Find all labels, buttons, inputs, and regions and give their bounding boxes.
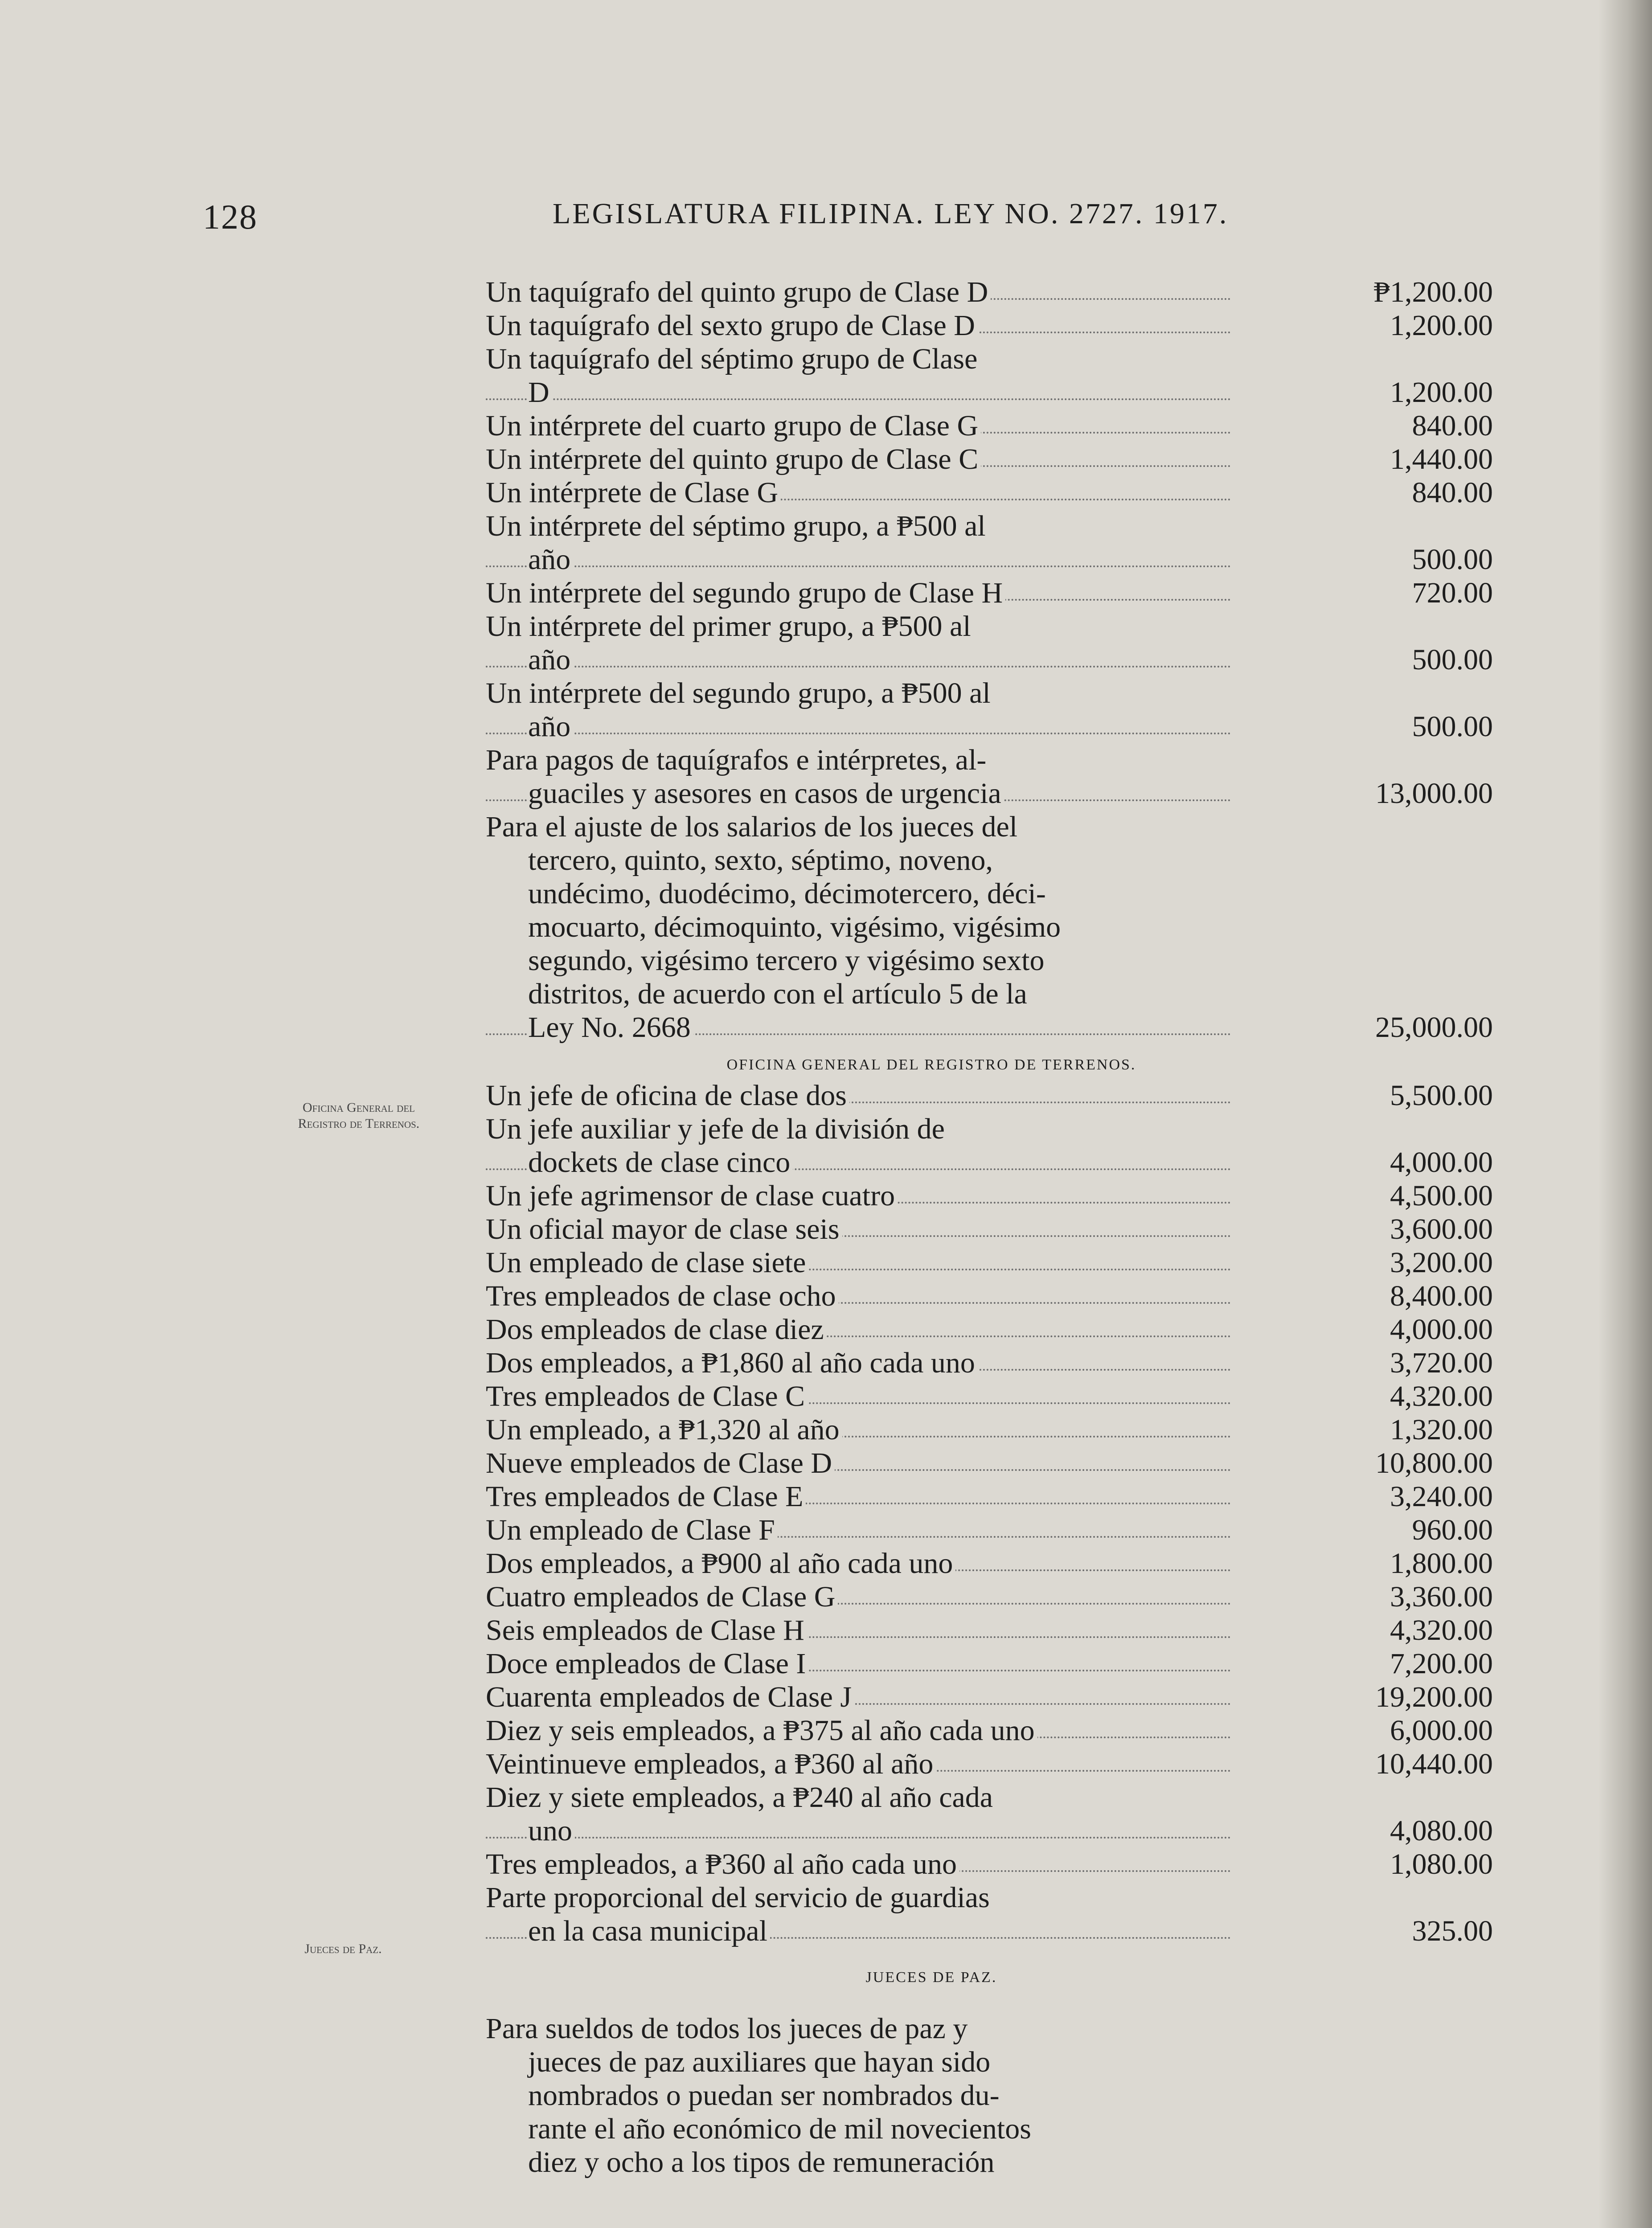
row-label: Ley No. 2668 xyxy=(528,1011,693,1044)
row-label: Un jefe de oficina de clase dos xyxy=(486,1079,849,1112)
running-title: LEGISLATURA FILIPINA. LEY NO. 2727. 1917. xyxy=(553,197,1229,230)
row-label: Un empleado de clase siete xyxy=(486,1246,808,1279)
row-line xyxy=(486,1914,1239,1948)
main-content xyxy=(486,275,1493,2179)
row-label: Cuarenta empleados de Clase J xyxy=(486,1681,854,1713)
appropriation-row xyxy=(486,1747,1493,1781)
row-amount: 500.00 xyxy=(1412,710,1493,743)
margin-note-line: Oficina General del xyxy=(303,1100,415,1115)
row-line: Un jefe auxiliar y jefe de la división de xyxy=(486,1113,945,1145)
row-amount: 8,400.00 xyxy=(1390,1280,1493,1312)
appropriation-row xyxy=(486,309,1493,342)
row-description xyxy=(486,1847,1239,1881)
appropriation-row xyxy=(486,810,1493,1044)
row-line: tercero, quinto, sexto, séptimo, noveno, xyxy=(528,844,993,876)
appropriation-row xyxy=(486,610,1493,676)
row-amount: 3,720.00 xyxy=(1390,1347,1493,1379)
appropriation-row xyxy=(486,1580,1493,1614)
row-amount: 960.00 xyxy=(1412,1514,1493,1546)
row-line: mocuarto, décimoquinto, vigésimo, vigésimo xyxy=(528,911,1061,943)
paragraph-line: rante el año económico de mil novecientos xyxy=(528,2113,1031,2145)
row-label: Nueve empleados de Clase D xyxy=(486,1447,835,1479)
row-amount: 4,000.00 xyxy=(1390,1313,1493,1346)
appropriation-row xyxy=(486,476,1493,509)
appropriation-row xyxy=(486,1079,1493,1112)
row-label: año xyxy=(528,710,573,743)
row-label: Dos empleados de clase diez xyxy=(486,1313,827,1346)
appropriation-row xyxy=(486,1881,1493,1948)
appropriation-row xyxy=(486,1547,1493,1580)
row-description xyxy=(486,1714,1239,1747)
appropriation-row xyxy=(486,342,1493,409)
appropriation-row xyxy=(486,1647,1493,1680)
row-description xyxy=(486,1881,1239,1948)
row-line: Un taquígrafo del séptimo grupo de Clase xyxy=(486,343,978,375)
row-label: uno xyxy=(528,1814,575,1847)
appropriation-row xyxy=(486,676,1493,743)
appropriation-list-a xyxy=(486,275,1493,1044)
row-line: distritos, de acuerdo con el artículo 5 de la xyxy=(528,978,1027,1010)
row-description xyxy=(486,476,1239,509)
margin-note-registro xyxy=(243,1100,475,1132)
row-line xyxy=(486,1011,1239,1044)
row-description xyxy=(486,1781,1239,1847)
row-amount: 1,800.00 xyxy=(1390,1547,1493,1580)
row-description xyxy=(486,1246,1239,1279)
row-label: Tres empleados de Clase E xyxy=(486,1480,806,1513)
appropriation-row xyxy=(486,1714,1493,1747)
paragraph-line: diez y ocho a los tipos de remuneración xyxy=(528,2146,995,2179)
row-line xyxy=(486,376,1239,409)
row-description xyxy=(486,509,1239,576)
row-amount: 840.00 xyxy=(1412,476,1493,509)
row-amount: 3,360.00 xyxy=(1390,1581,1493,1613)
leader-dots xyxy=(486,666,1231,668)
jueces-paragraph xyxy=(486,2012,1234,2179)
appropriation-row xyxy=(486,1781,1493,1847)
appropriation-row xyxy=(486,1513,1493,1547)
row-label: Un intérprete de Clase G xyxy=(486,476,781,509)
appropriation-row xyxy=(486,1413,1493,1446)
row-label: año xyxy=(528,643,573,676)
row-amount: 500.00 xyxy=(1412,643,1493,676)
row-line: Para el ajuste de los salarios de los jueces del xyxy=(486,811,1018,843)
appropriation-row xyxy=(486,1279,1493,1313)
row-line: Un intérprete del primer grupo, a ₱500 al xyxy=(486,610,971,643)
row-line: segundo, vigésimo tercero y vigésimo sexto xyxy=(528,944,1045,977)
row-description xyxy=(486,1680,1239,1714)
row-description xyxy=(486,275,1239,309)
row-amount: 500.00 xyxy=(1412,543,1493,576)
row-label: Tres empleados de clase ocho xyxy=(486,1280,839,1312)
row-description xyxy=(486,1112,1239,1179)
row-label: dockets de clase cinco xyxy=(528,1146,793,1179)
row-amount: 6,000.00 xyxy=(1390,1714,1493,1747)
row-label: Tres empleados, a ₱360 al año cada uno xyxy=(486,1848,959,1880)
paragraph-line: jueces de paz auxiliares que hayan sido xyxy=(528,2046,991,2078)
appropriation-row xyxy=(486,743,1493,810)
row-amount: 4,320.00 xyxy=(1390,1380,1493,1413)
row-label: Un empleado, a ₱1,320 al año xyxy=(486,1413,842,1446)
row-description xyxy=(486,1346,1239,1380)
row-label: Seis empleados de Clase H xyxy=(486,1614,807,1646)
row-line xyxy=(486,1146,1239,1179)
row-line xyxy=(486,1814,1239,1847)
appropriation-row xyxy=(486,1847,1493,1881)
row-description xyxy=(486,1313,1239,1346)
row-description xyxy=(486,576,1239,610)
row-description xyxy=(486,1747,1239,1781)
row-line xyxy=(486,777,1239,810)
row-label: guaciles y asesores en casos de urgencia xyxy=(528,777,1004,810)
appropriation-row xyxy=(486,1212,1493,1246)
row-amount: 325.00 xyxy=(1412,1915,1493,1947)
row-line: Diez y siete empleados, a ₱240 al año cada xyxy=(486,1781,993,1814)
row-description xyxy=(486,610,1239,676)
row-amount: 720.00 xyxy=(1412,577,1493,609)
leader-dots xyxy=(486,565,1231,567)
appropriation-row xyxy=(486,1480,1493,1513)
row-label: Un intérprete del segundo grupo de Clase H xyxy=(486,577,1005,609)
appropriation-row xyxy=(486,1112,1493,1179)
leader-dots xyxy=(486,733,1231,734)
row-description xyxy=(486,676,1239,743)
row-description xyxy=(486,1513,1239,1547)
row-label: Un intérprete del cuarto grupo de Clase G xyxy=(486,410,981,442)
row-description xyxy=(486,1212,1239,1246)
row-amount: 10,440.00 xyxy=(1375,1748,1493,1780)
appropriation-row xyxy=(486,275,1493,309)
row-description xyxy=(486,810,1239,1044)
row-amount: 25,000.00 xyxy=(1375,1011,1493,1044)
appropriation-row xyxy=(486,409,1493,442)
row-amount: ₱1,200.00 xyxy=(1373,276,1493,308)
row-amount: 5,500.00 xyxy=(1390,1079,1493,1112)
appropriation-row xyxy=(486,1614,1493,1647)
row-description xyxy=(486,409,1239,442)
row-line xyxy=(486,710,1239,743)
row-description xyxy=(486,1614,1239,1647)
row-amount: 3,600.00 xyxy=(1390,1213,1493,1245)
row-description xyxy=(486,1480,1239,1513)
row-line: undécimo, duodécimo, décimotercero, déci- xyxy=(528,877,1046,910)
row-amount: 4,000.00 xyxy=(1390,1146,1493,1179)
row-label: Un jefe agrimensor de clase cuatro xyxy=(486,1180,898,1212)
row-description xyxy=(486,1647,1239,1680)
row-description xyxy=(486,309,1239,342)
margin-note-jueces: Jueces de Paz. xyxy=(304,1941,382,1956)
row-amount: 4,500.00 xyxy=(1390,1180,1493,1212)
appropriation-row xyxy=(486,1246,1493,1279)
row-amount: 1,200.00 xyxy=(1390,309,1493,342)
appropriation-row xyxy=(486,442,1493,476)
row-line: Un intérprete del séptimo grupo, a ₱500 al xyxy=(486,510,986,542)
row-label: Doce empleados de Clase I xyxy=(486,1647,808,1680)
row-amount: 3,200.00 xyxy=(1390,1246,1493,1279)
row-amount: 1,320.00 xyxy=(1390,1413,1493,1446)
row-label: Un oficial mayor de clase seis xyxy=(486,1213,842,1245)
row-amount: 1,080.00 xyxy=(1390,1848,1493,1880)
row-label: Cuatro empleados de Clase G xyxy=(486,1581,838,1613)
row-amount: 3,240.00 xyxy=(1390,1480,1493,1513)
row-description xyxy=(486,442,1239,476)
appropriation-row xyxy=(486,1446,1493,1480)
row-label: Dos empleados, a ₱1,860 al año cada uno xyxy=(486,1347,978,1379)
row-description xyxy=(486,1279,1239,1313)
row-line: Parte proporcional del servicio de guardias xyxy=(486,1881,990,1914)
row-amount: 1,200.00 xyxy=(1390,376,1493,409)
section-heading-jueces: JUECES DE PAZ. xyxy=(865,1969,997,1986)
appropriation-row xyxy=(486,1313,1493,1346)
margin-note-line: Registro de Terrenos. xyxy=(298,1116,420,1131)
appropriation-list-b xyxy=(486,1079,1493,1948)
row-amount: 1,440.00 xyxy=(1390,443,1493,475)
row-description xyxy=(486,1547,1239,1580)
page-number: 128 xyxy=(203,197,258,236)
row-description xyxy=(486,1580,1239,1614)
row-amount: 19,200.00 xyxy=(1375,1681,1493,1713)
row-line: Un intérprete del segundo grupo, a ₱500 al xyxy=(486,677,991,709)
row-label: D xyxy=(528,376,552,409)
row-description xyxy=(486,342,1239,409)
row-label: año xyxy=(528,543,573,576)
leader-dots xyxy=(486,398,1231,400)
appropriation-row xyxy=(486,576,1493,610)
appropriation-row xyxy=(486,509,1493,576)
paragraph-line: nombrados o puedan ser nombrados du- xyxy=(528,2079,1000,2112)
row-description xyxy=(486,1179,1239,1212)
row-description xyxy=(486,1380,1239,1413)
row-line xyxy=(486,543,1239,576)
appropriation-row xyxy=(486,1680,1493,1714)
paragraph-line: Para sueldos de todos los jueces de paz y xyxy=(486,2012,968,2045)
row-label: Un taquígrafo del sexto grupo de Clase D xyxy=(486,309,978,342)
row-amount: 4,320.00 xyxy=(1390,1614,1493,1646)
row-amount: 7,200.00 xyxy=(1390,1647,1493,1680)
row-label: Un taquígrafo del quinto grupo de Clase D xyxy=(486,276,991,308)
row-label: Tres empleados de Clase C xyxy=(486,1380,808,1413)
row-label: en la casa municipal xyxy=(528,1915,770,1947)
row-description xyxy=(486,1446,1239,1480)
row-label: Un intérprete del quinto grupo de Clase C xyxy=(486,443,981,475)
appropriation-row xyxy=(486,1179,1493,1212)
row-description xyxy=(486,1079,1239,1112)
row-label: Diez y seis empleados, a ₱375 al año cada uno xyxy=(486,1714,1037,1747)
row-amount: 10,800.00 xyxy=(1375,1447,1493,1479)
row-amount: 840.00 xyxy=(1412,410,1493,442)
row-line xyxy=(486,643,1239,676)
section-heading-registro: OFICINA GENERAL DEL REGISTRO DE TERRENOS. xyxy=(726,1057,1136,1073)
row-label: Un empleado de Clase F xyxy=(486,1514,778,1546)
page-edge-shadow xyxy=(1599,0,1652,2228)
leader-dots xyxy=(486,1837,1231,1839)
appropriation-row xyxy=(486,1380,1493,1413)
row-label: Veintinueve empleados, a ₱360 al año xyxy=(486,1748,936,1780)
row-description xyxy=(486,1413,1239,1446)
appropriation-row xyxy=(486,1346,1493,1380)
row-line: Para pagos de taquígrafos e intérpretes, al- xyxy=(486,744,987,776)
row-description xyxy=(486,743,1239,810)
row-amount: 4,080.00 xyxy=(1390,1814,1493,1847)
row-label: Dos empleados, a ₱900 al año cada uno xyxy=(486,1547,955,1580)
row-amount: 13,000.00 xyxy=(1375,777,1493,810)
